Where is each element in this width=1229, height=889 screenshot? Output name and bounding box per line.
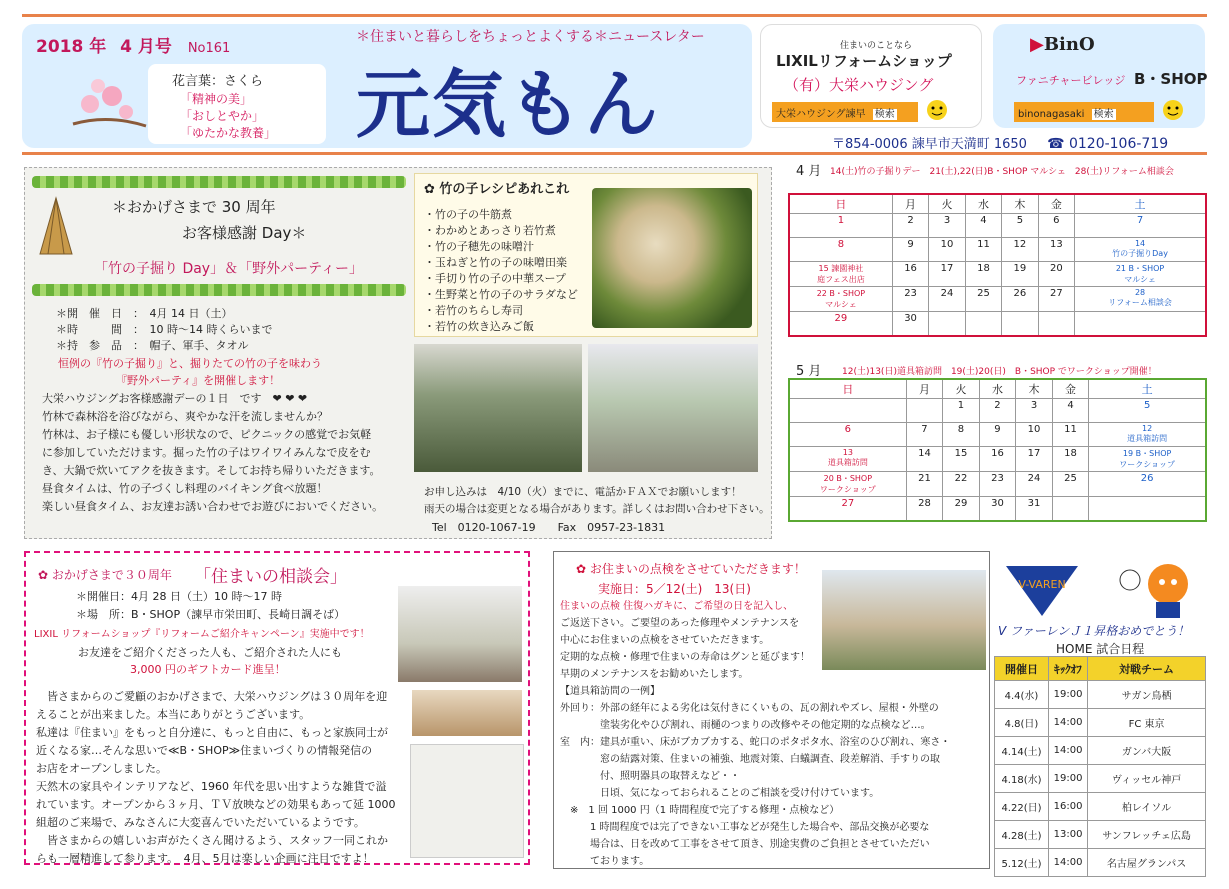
recipe-item: ・生野菜と竹の子のサラダなど bbox=[424, 288, 578, 301]
inspection-line: 室 内：建具が重い、床がブカブカする、蛇口のポタポタ水、浴室のひび割れ、寒さ・ bbox=[560, 737, 951, 748]
issue-info bbox=[36, 32, 230, 57]
calendar-day: 31 bbox=[1016, 497, 1053, 521]
consult-prefix: ✿ おかげさまで３０周年 bbox=[38, 568, 172, 582]
lixil-shop-name: LIXILリフォームショップ bbox=[776, 52, 952, 70]
opponent-team: サガン鳥栖 bbox=[1088, 681, 1206, 709]
body-line: 私達は『住まい』をもっと自分達に、もっと自由に、もっと家族同士が bbox=[36, 726, 388, 739]
match-date: 4.18(水) bbox=[995, 765, 1049, 793]
match-row bbox=[995, 765, 1206, 793]
calendar-day: 13 道具箱訪問 bbox=[789, 447, 906, 472]
calendar-day: 24 bbox=[1016, 472, 1053, 497]
calendar-day: 23 bbox=[979, 472, 1016, 497]
calendar-day: 24 bbox=[929, 287, 965, 312]
lixil-subtitle: 住まいのことなら bbox=[840, 41, 913, 51]
svg-text:V-VAREN: V-VAREN bbox=[1018, 578, 1066, 591]
calendar-day: 16 bbox=[979, 447, 1016, 472]
lixil-search-text: 大栄ハウジング諫早 bbox=[776, 109, 866, 120]
opponent-team: ガンバ大阪 bbox=[1088, 737, 1206, 765]
calendar-week bbox=[789, 312, 1206, 336]
bamboo-title: ＊おかげさまで 30 周年 bbox=[112, 198, 276, 216]
calendar-day: 28 リフォーム相談会 bbox=[1075, 287, 1206, 312]
bino-search-box[interactable] bbox=[1014, 102, 1154, 122]
calendar-header: 土 bbox=[1075, 194, 1206, 214]
inspection-line: 中心にお住まいの点検をさせていただきます。 bbox=[560, 635, 770, 646]
calendar-day: 7 bbox=[906, 423, 943, 447]
phone: ☎ 0120-106-719 bbox=[1047, 136, 1169, 152]
opponent-team: 名古屋グランパス bbox=[1088, 849, 1206, 877]
lixil-search-box[interactable] bbox=[772, 102, 918, 122]
calendar-day: 1 bbox=[943, 399, 980, 423]
calendar-day: 27 bbox=[1038, 287, 1074, 312]
flower-meaning: 「精神の美」 bbox=[180, 92, 253, 106]
match-date: 4.14(土) bbox=[995, 737, 1049, 765]
consult-title: 「住まいの相談会」 bbox=[194, 567, 347, 587]
event-items: ＊持 参 品 ： 帽子、軍手、タオル bbox=[56, 339, 249, 352]
calendar-day: 14 bbox=[906, 447, 943, 472]
calendar-day: 8 bbox=[789, 238, 892, 262]
inspection-line: 塗装劣化やひび割れ、雨樋のつまりの改修やその他定期的な点検など…。 bbox=[560, 720, 931, 731]
calendar-day bbox=[1075, 312, 1206, 336]
leaf-border bbox=[32, 176, 406, 188]
issue-year: 2018 年 bbox=[36, 37, 107, 57]
inspection-line: 付、照明器具の取替えなど・・ bbox=[560, 771, 740, 782]
recipe-item: ・若竹の炊き込みご飯 bbox=[424, 320, 534, 333]
calendar-day bbox=[1038, 312, 1074, 336]
calendar-day: 21 bbox=[906, 472, 943, 497]
match-row bbox=[995, 709, 1206, 737]
calendar-day: 26 bbox=[1002, 287, 1038, 312]
calendar-day: 4 bbox=[1052, 399, 1089, 423]
calendar-day: 14 竹の子掘りDay bbox=[1075, 238, 1206, 262]
recipe-item: ・わかめとあっさり若竹煮 bbox=[424, 224, 556, 237]
mascot-icon bbox=[1116, 558, 1200, 620]
body-line: 近くなる家…そんな思いで≪B・SHOP≫住まいづくりの情報発信の bbox=[36, 744, 373, 757]
opponent-team: FC 東京 bbox=[1088, 709, 1206, 737]
body-line: えることが出来ました。本当にありがとうございます。 bbox=[36, 708, 311, 721]
calendar-day bbox=[1089, 497, 1206, 521]
recipe-title: ✿ 竹の子レシピあれこれ bbox=[424, 182, 570, 197]
body-line: お店をオープンしました。 bbox=[36, 762, 168, 775]
campaign-reward: 3,000 円のギフトカード進呈！ bbox=[130, 663, 286, 676]
recipe-item: ・玉ねぎと竹の子の味噌田楽 bbox=[424, 256, 567, 269]
calendar-day: 10 bbox=[929, 238, 965, 262]
calendar-day: 11 bbox=[965, 238, 1001, 262]
calendar-header: 金 bbox=[1038, 194, 1074, 214]
calendar-day: 8 bbox=[943, 423, 980, 447]
inspection-line: 住まいの点検 住復ハガキに、ご希望の日を記入し、 bbox=[560, 601, 794, 612]
kickoff-time: 14:00 bbox=[1048, 737, 1087, 765]
calendar-week bbox=[789, 238, 1206, 262]
recipe-item: ・若竹のちらし寿司 bbox=[424, 304, 523, 317]
calendar-day: 15 諫園神社 庭フェス出店 bbox=[789, 262, 892, 287]
inspect-date: 実施日：5／12(土) 13(日) bbox=[598, 582, 751, 596]
april-calendar bbox=[788, 193, 1207, 337]
bino-search-text: binonagasaki bbox=[1018, 109, 1085, 120]
calendar-day bbox=[929, 312, 965, 336]
event-time: ＊時 間 ： 10 時～14 時くらいまで bbox=[56, 323, 273, 336]
cherry-blossom-icon bbox=[68, 74, 148, 134]
opponent-team: ヴィッセル神戸 bbox=[1088, 765, 1206, 793]
company-name: （有）大栄ハウジング bbox=[784, 76, 934, 94]
address: 〒854-0006 諫早市天満町 1650 bbox=[832, 137, 1027, 152]
inspection-line: 早期のメンテナンスをお勧めいたします。 bbox=[560, 669, 749, 680]
calendar-week bbox=[789, 447, 1206, 472]
address-line bbox=[832, 133, 1168, 152]
calendar-day bbox=[789, 399, 906, 423]
event-date: ＊開 催 日 ： 4月 14 日（土） bbox=[56, 307, 233, 320]
calendar-day: 25 bbox=[1052, 472, 1089, 497]
calendar-week bbox=[789, 262, 1206, 287]
calendar-day: 9 bbox=[892, 238, 928, 262]
calendar-header: 水 bbox=[965, 194, 1001, 214]
calendar-day bbox=[906, 399, 943, 423]
contact-note: 雨天の場合は変更となる場合があります。詳しくはお問い合わせ下さい。 bbox=[424, 503, 770, 515]
calendar-header: 火 bbox=[943, 379, 980, 399]
calendar-week bbox=[789, 399, 1206, 423]
calendar-day: 19 bbox=[1002, 262, 1038, 287]
body-line: 皆さまからの嬉しいお声がたくさん聞けるよう、スタッフ一同これか bbox=[36, 834, 388, 847]
issue-month: 4 月号 bbox=[120, 37, 172, 57]
calendar-week bbox=[789, 423, 1206, 447]
calendar-day: 12 bbox=[1002, 238, 1038, 262]
calendar-day: 17 bbox=[929, 262, 965, 287]
issue-number: No161 bbox=[187, 41, 231, 56]
floor-plan-image bbox=[410, 744, 524, 858]
consult-place: ＊場 所：B・SHOP（諫早市栄田町、長崎日調そば） bbox=[76, 608, 346, 621]
calendar-day: 26 bbox=[1089, 472, 1206, 497]
consult-date: ＊開催日：4月 28 日（土）10 時～17 時 bbox=[76, 590, 282, 603]
calendar-day: 18 bbox=[1052, 447, 1089, 472]
flower-meaning: 「ゆたかな教養」 bbox=[180, 126, 277, 140]
calendar-header: 日 bbox=[789, 379, 906, 399]
calendar-header: 月 bbox=[892, 194, 928, 214]
match-schedule-table bbox=[994, 656, 1206, 877]
smiley-icon bbox=[1160, 98, 1186, 122]
match-row bbox=[995, 681, 1206, 709]
opponent-team: サンフレッチェ広島 bbox=[1088, 821, 1206, 849]
tagline: ＊住まいと暮らしをちょっとよくする＊ニュースレター bbox=[356, 29, 705, 45]
body-line: 大栄ハウジングお客様感謝デーの１日 です ❤ ❤ ❤ bbox=[42, 392, 308, 405]
varen-title: V ファーレンＪ１昇格おめでとう！ bbox=[998, 624, 1190, 638]
body-line: れています。オープンから３ヶ月、ＴＶ放映などの効果もあって延 1000 bbox=[36, 798, 396, 811]
calendar-day: 18 bbox=[965, 262, 1001, 287]
bamboo-subtitle: お客様感謝 Day＊ bbox=[182, 224, 307, 242]
opponent-team: 柏レイソル bbox=[1088, 793, 1206, 821]
calendar-day: 30 bbox=[892, 312, 928, 336]
calendar-day: 16 bbox=[892, 262, 928, 287]
inspection-line: ご返送下さい。ご要望のあった修理やメンテナンスを bbox=[560, 618, 800, 629]
body-line: 竹林で森林浴を浴びながら、爽やかな汗を流しませんか？ bbox=[42, 410, 328, 423]
inspection-line: ※ 1 回 1000 円（1 時間程度で完了する修理・点検など） bbox=[560, 805, 840, 816]
calendar-day: 25 bbox=[965, 287, 1001, 312]
calendar-week bbox=[789, 497, 1206, 521]
april-events: 14(土)竹の子掘りデー 21(土),22(日)B・SHOP マルシェ 28(土)リフォーム相談会 bbox=[830, 167, 1174, 177]
calendar-day: 3 bbox=[1016, 399, 1053, 423]
calendar-day: 21 B・SHOP マルシェ bbox=[1075, 262, 1206, 287]
house-photo bbox=[822, 570, 986, 670]
calendar-day: 4 bbox=[965, 214, 1001, 238]
calendar-day: 13 bbox=[1038, 238, 1074, 262]
bino-subtitle: ファニチャービレッジ bbox=[1016, 74, 1126, 87]
event-highlight: 恒例の『竹の子掘り』と、掘りたての竹の子を味わう bbox=[58, 357, 322, 370]
party-photo bbox=[588, 344, 758, 472]
calendar-day: 17 bbox=[1016, 447, 1053, 472]
match-row bbox=[995, 821, 1206, 849]
calendar-day: 11 bbox=[1052, 423, 1089, 447]
recipe-item: ・竹の子の牛筋煮 bbox=[424, 208, 512, 221]
calendar-header: 日 bbox=[789, 194, 892, 214]
calendar-day: 22 bbox=[943, 472, 980, 497]
match-date: 4.28(土) bbox=[995, 821, 1049, 849]
body-line: らも一層精進して参ります。 4月、5月は楽しい企画に注目ですよ！ bbox=[36, 852, 374, 865]
kickoff-time: 13:00 bbox=[1048, 821, 1087, 849]
match-date: 5.12(土) bbox=[995, 849, 1049, 877]
calendar-day: 6 bbox=[789, 423, 906, 447]
campaign-detail: お友達をご紹介くださった人も、ご紹介された人にも bbox=[78, 646, 342, 659]
calendar-day: 5 bbox=[1089, 399, 1206, 423]
top-rule bbox=[22, 14, 1207, 17]
may-events: 12(土)13(日)道具箱訪問 19(土)20(日) B・SHOP でワークショップ開催！ bbox=[842, 367, 1157, 377]
smiley-icon bbox=[924, 98, 950, 122]
calendar-day: 9 bbox=[979, 423, 1016, 447]
match-header: ｷｯｸｵﾌ bbox=[1048, 657, 1087, 681]
calendar-day: 12 道具箱訪問 bbox=[1089, 423, 1206, 447]
calendar-day: 2 bbox=[892, 214, 928, 238]
calendar-day: 6 bbox=[1038, 214, 1074, 238]
flower-language-title: 花言葉：さくら bbox=[172, 74, 264, 89]
kickoff-time: 19:00 bbox=[1048, 681, 1087, 709]
calendar-day: 22 B・SHOP マルシェ bbox=[789, 287, 892, 312]
match-row bbox=[995, 849, 1206, 877]
body-line: 皆さまからのご愛顧のおかげさまで、大栄ハウジングは３０周年を迎 bbox=[36, 690, 388, 703]
match-header: 開催日 bbox=[995, 657, 1049, 681]
calendar-day: 30 bbox=[979, 497, 1016, 521]
calendar-day: 19 B・SHOP ワークショップ bbox=[1089, 447, 1206, 472]
match-date: 4.22(日) bbox=[995, 793, 1049, 821]
flower-meaning: 「おしとやか」 bbox=[180, 109, 265, 123]
calendar-header: 水 bbox=[979, 379, 1016, 399]
event-highlight: 『野外パーティ』を開催します！ bbox=[116, 374, 281, 387]
calendar-day: 20 B・SHOP ワークショップ bbox=[789, 472, 906, 497]
body-line: 昼食タイムは、竹の子づくし料理のバイキング食べ放題！ bbox=[42, 482, 328, 495]
inspect-title: ✿ お住まいの点検をさせていただきます！ bbox=[576, 562, 806, 576]
kickoff-time: 16:00 bbox=[1048, 793, 1087, 821]
bamboo-event-name: 「竹の子掘り Day」＆「野外パーティー」 bbox=[94, 261, 363, 277]
vvaren-logo-icon bbox=[1002, 560, 1082, 620]
calendar-day: 23 bbox=[892, 287, 928, 312]
varen-subtitle: HOME 試合日程 bbox=[1056, 642, 1145, 656]
inspection-line: 窓の結露対策、住まいの補強、地震対策、白蟻調査、段差解消、手すりの取 bbox=[560, 754, 940, 765]
calendar-day: 20 bbox=[1038, 262, 1074, 287]
may-calendar bbox=[788, 378, 1207, 522]
calendar-day bbox=[1002, 312, 1038, 336]
recipe-item: ・手切り竹の子の中華スープ bbox=[424, 272, 566, 285]
inspection-line: 定期的な点検・修理で住まいの寿命はグンと延びます！ bbox=[560, 652, 810, 663]
inspection-line: 【道具箱訪問の一例】 bbox=[560, 686, 660, 697]
calendar-day: 28 bbox=[906, 497, 943, 521]
calendar-day: 15 bbox=[943, 447, 980, 472]
inspection-line: 場合は、日を改めて工事をさせて頂き、別途実費のご負担とさせていただい bbox=[560, 839, 930, 850]
match-row bbox=[995, 737, 1206, 765]
newsletter-title: 元気もん bbox=[356, 62, 660, 148]
calendar-day: 2 bbox=[979, 399, 1016, 423]
campaign-notice: LIXIL リフォームショップ『リフォームご紹介キャンペーン』実施中です！ bbox=[34, 629, 370, 640]
calendar-week bbox=[789, 214, 1206, 238]
interior-photo bbox=[412, 690, 522, 736]
calendar-header: 木 bbox=[1016, 379, 1053, 399]
inspection-line: 外回り：外部の経年による劣化は気付きにくいもの、瓦の割れやズレ、屋根・外壁の bbox=[560, 703, 939, 714]
calendar-day bbox=[1052, 497, 1089, 521]
body-line: に参加していただけます。掘った竹の子はワイワイみんなで皮をむ bbox=[42, 446, 371, 459]
search-button[interactable]: 検索 bbox=[1093, 109, 1114, 120]
kickoff-time: 14:00 bbox=[1048, 709, 1087, 737]
bino-shop-name: B・SHOP bbox=[1134, 70, 1208, 88]
calendar-day: 5 bbox=[1002, 214, 1038, 238]
calendar-header: 火 bbox=[929, 194, 965, 214]
may-label: 5 月 bbox=[796, 364, 822, 379]
calendar-day: 29 bbox=[789, 312, 892, 336]
digging-photo bbox=[414, 344, 582, 472]
calendar-day bbox=[965, 312, 1001, 336]
bino-logo: ▶BinO bbox=[1030, 34, 1095, 55]
calendar-day: 27 bbox=[789, 497, 906, 521]
inspection-line: 1 時間程度では完了できない工事などが発生した場合や、部品交換が必要な bbox=[560, 822, 930, 833]
calendar-day: 1 bbox=[789, 214, 892, 238]
bamboo-dish-photo bbox=[592, 188, 752, 328]
match-header: 対戦チーム bbox=[1088, 657, 1206, 681]
calendar-week bbox=[789, 472, 1206, 497]
inspection-line: 日頃、気になっておられることのご相談を受け付けています。 bbox=[560, 788, 880, 799]
body-line: 組超のご来場で、みなさんに大変喜んでいただいているようです。 bbox=[36, 816, 365, 829]
contact-numbers: Tel 0120-1067-19 Fax 0957-23-1831 bbox=[432, 521, 666, 534]
calendar-day: 7 bbox=[1075, 214, 1206, 238]
april-label: 4 月 bbox=[796, 164, 822, 179]
calendar-day: 3 bbox=[929, 214, 965, 238]
recipe-item: ・竹の子穂先の味噌汁 bbox=[424, 240, 534, 253]
calendar-day: 10 bbox=[1016, 423, 1053, 447]
body-line: 竹林は、お子様にも優しい形状なので、ピクニックの感覚でお気軽 bbox=[42, 428, 372, 441]
match-row bbox=[995, 793, 1206, 821]
body-line: 天然木の家具やインテリアなど、1960 年代を思い出すような雑貨で溢 bbox=[36, 780, 387, 793]
bino-flag-icon: ▶ bbox=[1030, 34, 1044, 55]
contact-note: お申し込みは 4/10（火）までに、電話かＦＡＸでお願いします！ bbox=[424, 486, 742, 498]
search-button[interactable]: 検索 bbox=[874, 109, 895, 120]
calendar-header: 金 bbox=[1052, 379, 1089, 399]
inspection-line: ております。 bbox=[560, 856, 650, 867]
header-rule bbox=[22, 152, 1207, 155]
kickoff-time: 14:00 bbox=[1048, 849, 1087, 877]
kickoff-time: 19:00 bbox=[1048, 765, 1087, 793]
calendar-header: 土 bbox=[1089, 379, 1206, 399]
leaf-border bbox=[32, 284, 406, 296]
bamboo-shoot-icon bbox=[36, 196, 76, 256]
consult-photo bbox=[398, 586, 522, 682]
body-line: 楽しい昼食タイム、お友達お誘い合わせでお遊びにおいでください。 bbox=[42, 500, 384, 513]
calendar-header: 月 bbox=[906, 379, 943, 399]
calendar-week bbox=[789, 287, 1206, 312]
calendar-header: 木 bbox=[1002, 194, 1038, 214]
match-date: 4.8(日) bbox=[995, 709, 1049, 737]
match-date: 4.4(水) bbox=[995, 681, 1049, 709]
calendar-day: 29 bbox=[943, 497, 980, 521]
body-line: き、大鍋で炊いてアクを抜きます。そしてお持ち帰りいただきます。 bbox=[42, 464, 381, 477]
